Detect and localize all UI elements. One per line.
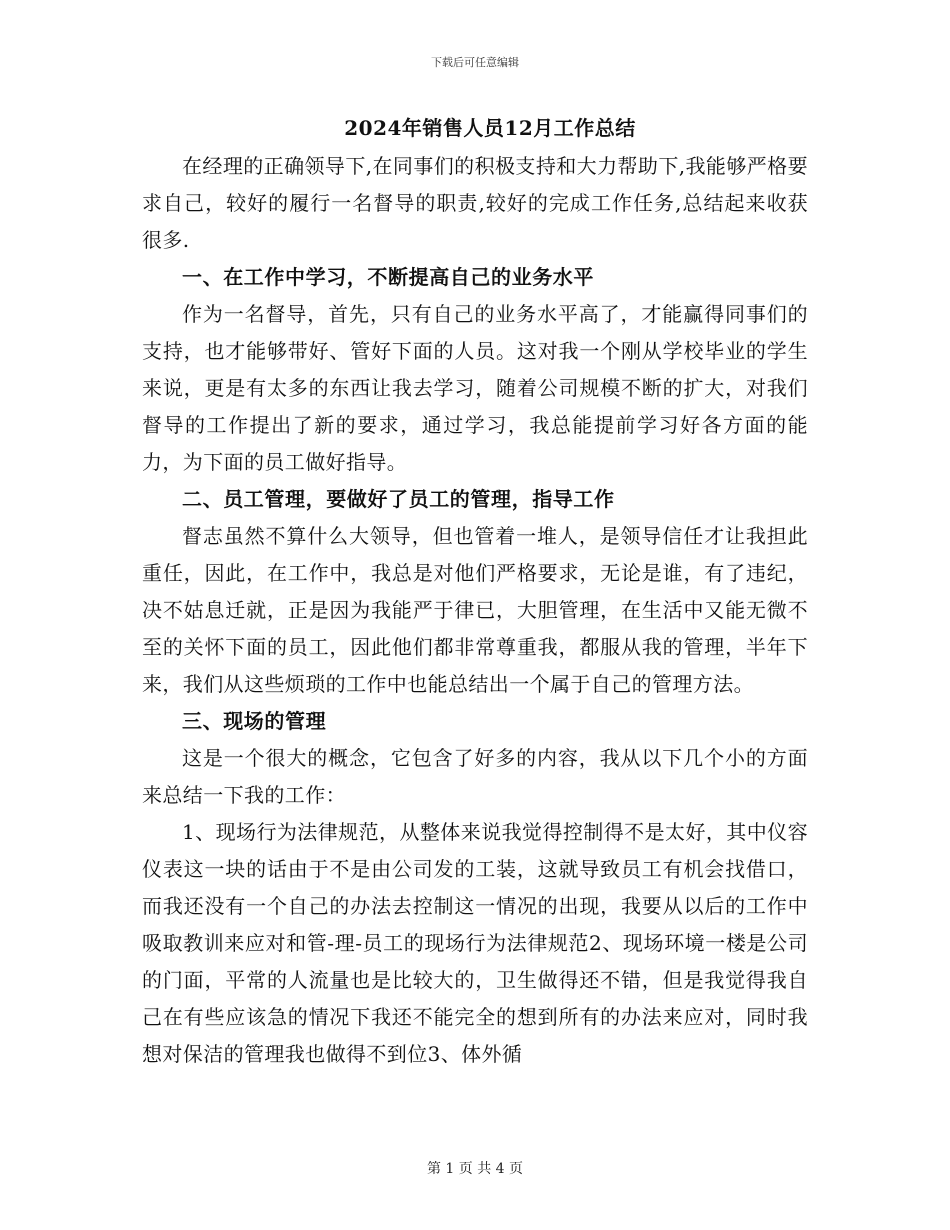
header-note: 下载后可任意编辑: [431, 56, 519, 69]
section-heading-1: 一、在工作中学习，不断提高自己的业务水平: [182, 265, 594, 289]
page-number: 第 1 页 共 4 页: [426, 1161, 524, 1177]
section-1-paragraph: 作为一名督导，首先，只有自己的业务水平高了，才能赢得同事们的支持，也才能够带好、管好下面的人员。这对我一个刚从学校毕业的学生来说，更是有太多的东西让我去学习，随着公司规模不断的扩大，对我们督导的工作提出了新的要求，通过学习，我总能提前学习好各方面的能力，为下面的员工做好指导。: [142, 302, 808, 474]
section-3-paragraph: 这是一个很大的概念，它包含了好多的内容，我从以下几个小的方面来总结一下我的工作：: [142, 746, 808, 807]
section-2-paragraph: 督志虽然不算什么大领导，但也管着一堆人，是领导信任才让我担此重任，因此，在工作中，我总是对他们严格要求，无论是谁，有了违纪，决不姑息迁就，正是因为我能严于律已，大胆管理，在生活中又能无微不至的关怀下面的员工，因此他们都非常尊重我，都服从我的管理，半年下来，我们从这些烦琐的工作中也能总结出一个属于自己的管理方法。: [142, 524, 808, 696]
section-heading-2: 二、员工管理，要做好了员工的管理，指导工作: [182, 487, 615, 511]
section-3-item-paragraph: 1、现场行为法律规范，从整体来说我觉得控制得不是太好，其中仪容仪表这一块的话由于不是由公司发的工装，这就导致员工有机会找借口，而我还没有一个自己的办法去控制这一情况的出现，我要从以后的工作中吸取教训来应对和管-理-员工的现场行为法律规范2、现场环境一楼是公司的门面，平常的人流量也是比较大的，卫生做得还不错，但是我觉得我自己在有些应该急的情况下我还不能完全的想到所有的办法来应对，同时我想对保洁的管理我也做得不到位3、体外循: [142, 820, 808, 1066]
document-body: [142, 108, 808, 1073]
section-heading-3: 三、现场的管理: [182, 709, 327, 733]
intro-paragraph: 在经理的正确领导下,在同事们的积极支持和大力帮助下,我能够严格要求自己，较好的履行一名督导的职责,较好的完成工作任务,总结起来收获很多.: [142, 154, 808, 252]
document-title: 2024年销售人员12月工作总结: [344, 116, 636, 140]
